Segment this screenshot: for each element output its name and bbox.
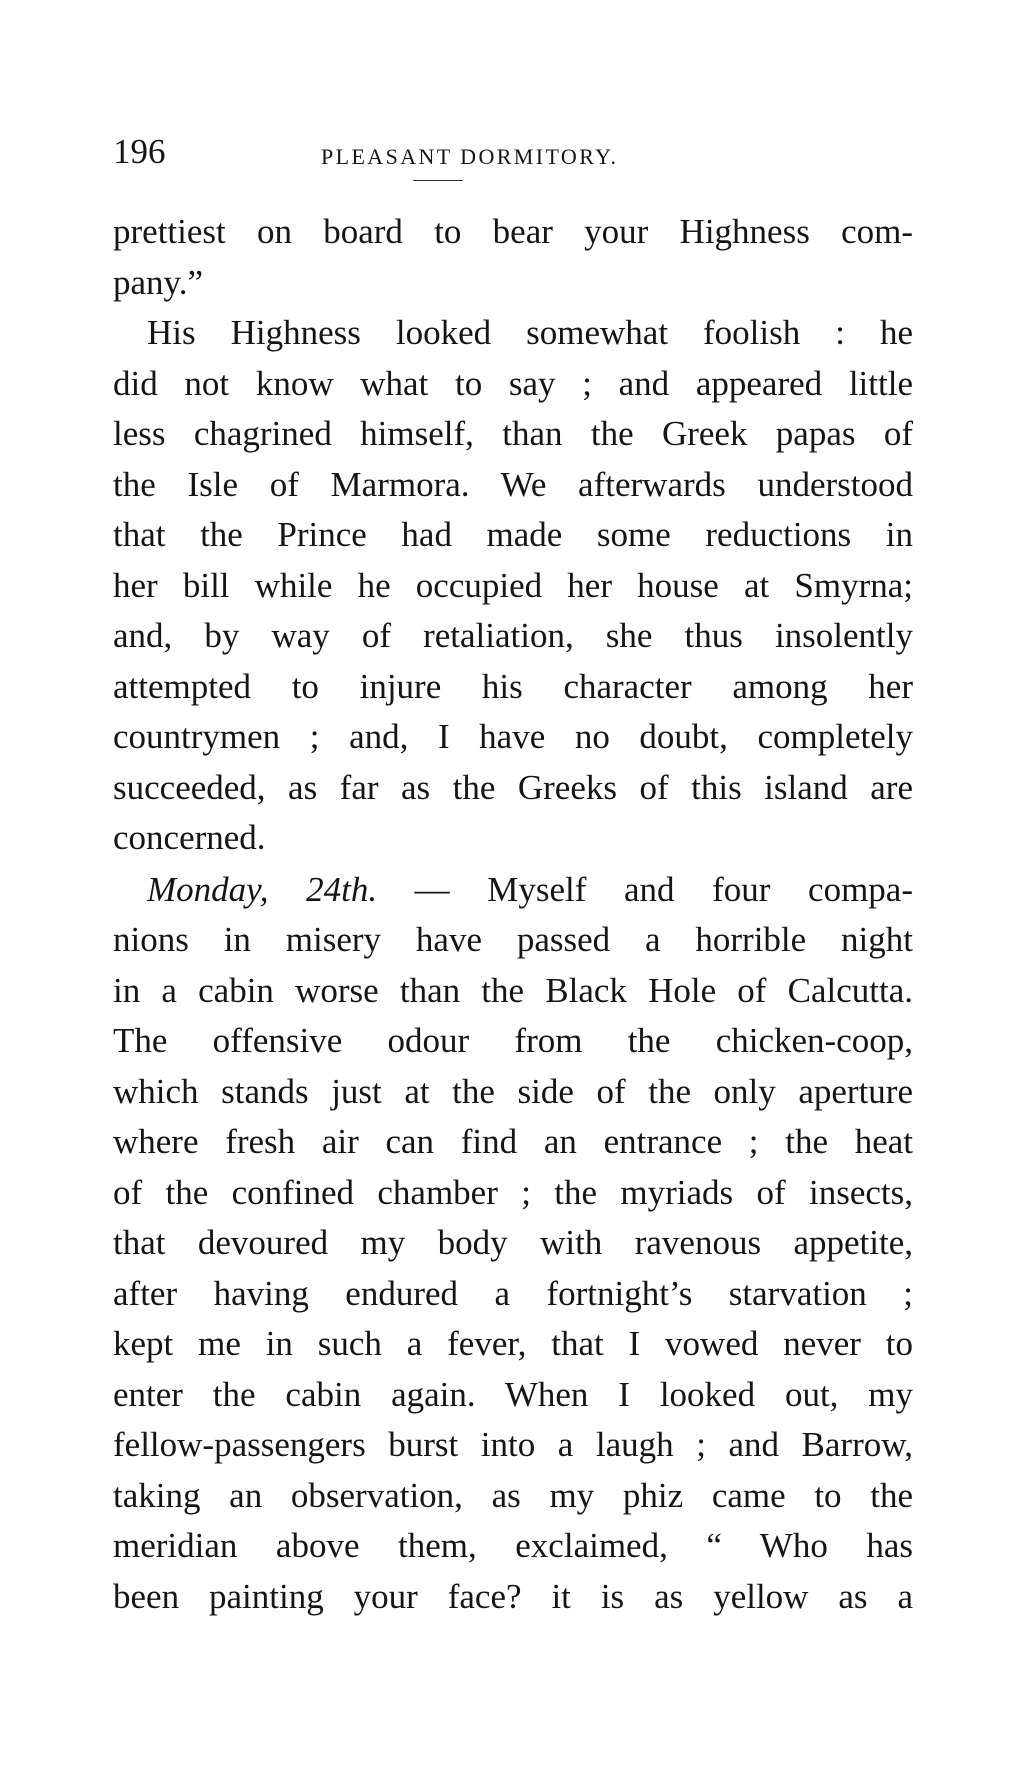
text-line: succeeded, as far as the Greeks of this island are [113, 767, 913, 807]
text-line: of the confined chamber ; the myriads of insects, [113, 1172, 913, 1212]
text-line: taking an observation, as my phiz came to the [113, 1475, 913, 1515]
text-line: which stands just at the side of the only aperture [113, 1071, 913, 1111]
paragraph-start-line [113, 865, 913, 916]
text-line: prettiest on board to bear your Highness com- [113, 212, 913, 251]
text-line: in a cabin worse than the Black Hole of Calcutta. [113, 970, 913, 1010]
text-line: the Isle of Marmora. We afterwards understood [113, 464, 913, 504]
text-line: and, by way of retaliation, she thus insolently [113, 616, 913, 655]
text-line: been painting your face? it is as yellow as a [113, 1576, 913, 1616]
text-line: that the Prince had made some reductions in [113, 515, 913, 554]
text-line: after having endured a fortnight’s starvation ; [113, 1273, 913, 1313]
running-title: PLEASANT DORMITORY. [321, 144, 619, 169]
text-line: less chagrined himself, than the Greek papas of [113, 414, 913, 453]
text-line: countrymen ; and, I have no doubt, completely [113, 717, 913, 756]
text-line: concerned. [113, 818, 266, 857]
dateline-continuation [377, 870, 415, 909]
text-line-tail: — Myself and four compa- [414, 869, 913, 909]
header-rule [413, 180, 463, 181]
text-line: that devoured my body with ravenous appetite, [113, 1223, 913, 1262]
text-line: meridian above them, exclaimed, “ Who has [113, 1526, 913, 1565]
text-line: attempted to injure his character among her [113, 666, 913, 706]
text-line: nions in misery have passed a horrible night [113, 920, 913, 959]
text-line: fellow-passengers burst into a laugh ; and Barrow, [113, 1425, 913, 1464]
text-line: enter the cabin again. When I looked out, my [113, 1374, 913, 1414]
page-number: 196 [113, 132, 166, 171]
paragraph-start-line: His Highness looked somewhat foolish : he [147, 313, 913, 352]
text-line: kept me in such a fever, that I vowed never to [113, 1324, 913, 1363]
text-line: pany.” [113, 262, 204, 302]
body-text [113, 207, 913, 1622]
text-line: where fresh air can find an entrance ; the heat [113, 1122, 913, 1161]
text-line: did not know what to say ; and appeared little [113, 363, 913, 403]
page-header [113, 132, 913, 182]
dateline: Monday, 24th. [147, 869, 378, 909]
text-line: The offensive odour from the chicken-coop, [113, 1021, 913, 1060]
text-line: her bill while he occupied her house at Smyrna; [113, 565, 913, 605]
